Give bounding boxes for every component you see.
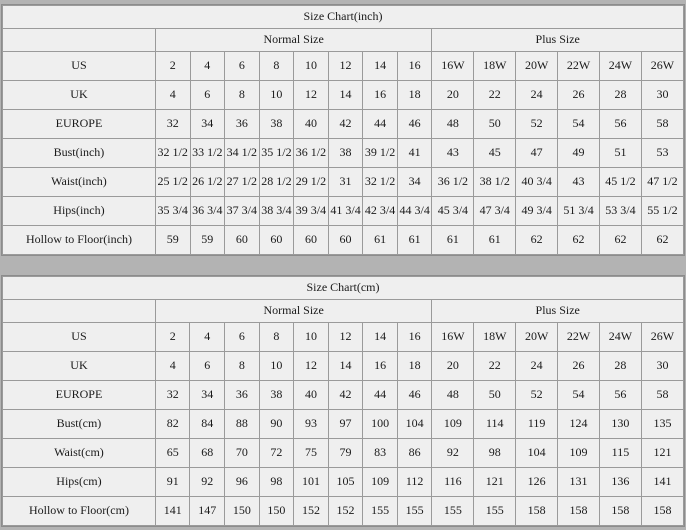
- cell: 34: [397, 168, 432, 197]
- cell: 41: [397, 139, 432, 168]
- cell: 36 1/2: [294, 139, 329, 168]
- cell: 22W: [558, 323, 600, 352]
- cell: 38 3/4: [259, 197, 294, 226]
- cell: 44 3/4: [397, 197, 432, 226]
- cell: 50: [474, 381, 516, 410]
- table-row-title: [3, 277, 684, 300]
- cell: 16: [397, 323, 432, 352]
- cell: 152: [294, 497, 329, 526]
- cell: 16: [363, 81, 398, 110]
- cell: 65: [155, 439, 190, 468]
- cell: 45 1/2: [600, 168, 642, 197]
- cell: 39 3/4: [294, 197, 329, 226]
- cell: 109: [432, 410, 474, 439]
- cell: 50: [474, 110, 516, 139]
- row-label: Bust(inch): [3, 139, 156, 168]
- cell: 105: [328, 468, 363, 497]
- cell: 51: [600, 139, 642, 168]
- cell: 6: [225, 323, 260, 352]
- cell: 109: [558, 439, 600, 468]
- cell: 16: [363, 352, 398, 381]
- cell: 20: [432, 81, 474, 110]
- cell: 4: [155, 81, 190, 110]
- cell: 32: [155, 110, 190, 139]
- cell: 97: [328, 410, 363, 439]
- cell: 33 1/2: [190, 139, 225, 168]
- cell: 36: [225, 110, 260, 139]
- cell: 49: [558, 139, 600, 168]
- cell: 24: [516, 352, 558, 381]
- cell: 62: [600, 226, 642, 255]
- cell: 34 1/2: [225, 139, 260, 168]
- group-header-plus-cm: Plus Size: [432, 300, 684, 323]
- cell: 2: [155, 323, 190, 352]
- size-chart-inch: [1, 4, 685, 256]
- cell: 32 1/2: [363, 168, 398, 197]
- group-header-plus-inch: Plus Size: [432, 29, 684, 52]
- cell: 22: [474, 352, 516, 381]
- cell: 10: [259, 352, 294, 381]
- cell: 25 1/2: [155, 168, 190, 197]
- cell: 30: [641, 81, 683, 110]
- cell: 24W: [599, 323, 641, 352]
- cell: 53 3/4: [600, 197, 642, 226]
- cell: 34: [190, 381, 225, 410]
- table-row: [3, 197, 684, 226]
- corner-cell: [3, 29, 156, 52]
- cell: 104: [397, 410, 432, 439]
- cell: 6: [225, 52, 260, 81]
- cell: 54: [558, 110, 600, 139]
- cell: 29 1/2: [294, 168, 329, 197]
- row-label: EUROPE: [3, 110, 156, 139]
- cell: 83: [363, 439, 398, 468]
- cell: 18: [397, 81, 432, 110]
- row-label: UK: [3, 352, 156, 381]
- cell: 4: [155, 352, 190, 381]
- cell: 40: [294, 110, 329, 139]
- row-label: US: [3, 323, 156, 352]
- row-label: Bust(cm): [3, 410, 156, 439]
- cell: 59: [155, 226, 190, 255]
- row-label: Hips(inch): [3, 197, 156, 226]
- cell: 136: [599, 468, 641, 497]
- cell: 8: [225, 352, 260, 381]
- table-row-groups: [3, 29, 684, 52]
- cell: 147: [190, 497, 225, 526]
- table-row: [3, 52, 684, 81]
- cell: 44: [363, 381, 398, 410]
- cell: 36: [225, 381, 260, 410]
- cell: 45: [474, 139, 516, 168]
- cell: 155: [474, 497, 516, 526]
- cell: 45 3/4: [432, 197, 474, 226]
- cell: 38: [259, 110, 294, 139]
- cell: 58: [641, 381, 683, 410]
- row-label: UK: [3, 81, 156, 110]
- cell: 8: [225, 81, 260, 110]
- corner-cell: [3, 300, 156, 323]
- cell: 109: [363, 468, 398, 497]
- cell: 38: [259, 381, 294, 410]
- table-row: [3, 168, 684, 197]
- cell: 16W: [432, 323, 474, 352]
- cell: 91: [155, 468, 190, 497]
- cell: 68: [190, 439, 225, 468]
- group-header-normal-inch: Normal Size: [155, 29, 432, 52]
- cell: 52: [516, 110, 558, 139]
- cell: 93: [294, 410, 329, 439]
- cell: 4: [190, 323, 225, 352]
- cell: 24: [516, 81, 558, 110]
- cell: 14: [328, 352, 363, 381]
- cell: 31: [328, 168, 363, 197]
- table-row: [3, 226, 684, 255]
- cell: 43: [432, 139, 474, 168]
- cell: 26W: [641, 323, 683, 352]
- size-chart-inch-table: [2, 5, 684, 255]
- cell: 92: [432, 439, 474, 468]
- cell: 60: [328, 226, 363, 255]
- cell: 104: [516, 439, 558, 468]
- chart-title-inch: Size Chart(inch): [3, 6, 684, 29]
- row-label: EUROPE: [3, 381, 156, 410]
- group-header-normal-cm: Normal Size: [155, 300, 432, 323]
- cell: 158: [599, 497, 641, 526]
- cell: 62: [558, 226, 600, 255]
- cell: 20W: [516, 52, 558, 81]
- cell: 155: [432, 497, 474, 526]
- cell: 12: [328, 323, 363, 352]
- table-row: [3, 381, 684, 410]
- cell: 20: [432, 352, 474, 381]
- cell: 60: [294, 226, 329, 255]
- cell: 6: [190, 81, 225, 110]
- cell: 34: [190, 110, 225, 139]
- cell: 96: [225, 468, 260, 497]
- cell: 32: [155, 381, 190, 410]
- cell: 114: [474, 410, 516, 439]
- cell: 75: [294, 439, 329, 468]
- cell: 155: [363, 497, 398, 526]
- cell: 18: [397, 352, 432, 381]
- cell: 60: [259, 226, 294, 255]
- cell: 152: [328, 497, 363, 526]
- cell: 10: [294, 52, 329, 81]
- table-row: [3, 352, 684, 381]
- size-chart-cm-table: [2, 276, 684, 526]
- cell: 61: [474, 226, 516, 255]
- cell: 52: [516, 381, 558, 410]
- cell: 39 1/2: [363, 139, 398, 168]
- row-label: Hollow to Floor(inch): [3, 226, 156, 255]
- cell: 47: [516, 139, 558, 168]
- cell: 20W: [516, 323, 558, 352]
- cell: 61: [432, 226, 474, 255]
- cell: 18W: [474, 52, 516, 81]
- cell: 46: [397, 110, 432, 139]
- cell: 84: [190, 410, 225, 439]
- table-row-groups: [3, 300, 684, 323]
- cell: 124: [558, 410, 600, 439]
- cell: 59: [190, 226, 225, 255]
- table-row: [3, 81, 684, 110]
- cell: 115: [599, 439, 641, 468]
- cell: 121: [474, 468, 516, 497]
- row-label: Hollow to Floor(cm): [3, 497, 156, 526]
- cell: 116: [432, 468, 474, 497]
- cell: 2: [155, 52, 190, 81]
- cell: 40: [294, 381, 329, 410]
- cell: 92: [190, 468, 225, 497]
- cell: 62: [516, 226, 558, 255]
- cell: 82: [155, 410, 190, 439]
- cell: 98: [474, 439, 516, 468]
- cell: 12: [328, 52, 363, 81]
- table-row: [3, 410, 684, 439]
- cell: 14: [363, 52, 398, 81]
- cell: 86: [397, 439, 432, 468]
- cell: 62: [641, 226, 683, 255]
- cell: 32 1/2: [155, 139, 190, 168]
- table-row: [3, 439, 684, 468]
- cell: 42: [328, 110, 363, 139]
- cell: 36 3/4: [190, 197, 225, 226]
- cell: 47 3/4: [474, 197, 516, 226]
- cell: 135: [641, 410, 683, 439]
- cell: 88: [225, 410, 260, 439]
- cell: 12: [294, 352, 329, 381]
- cell: 100: [363, 410, 398, 439]
- cell: 131: [558, 468, 600, 497]
- cell: 51 3/4: [558, 197, 600, 226]
- cell: 79: [328, 439, 363, 468]
- cell: 14: [363, 323, 398, 352]
- cell: 8: [259, 52, 294, 81]
- cell: 12: [294, 81, 329, 110]
- cell: 38 1/2: [474, 168, 516, 197]
- cell: 119: [516, 410, 558, 439]
- cell: 28: [599, 352, 641, 381]
- cell: 14: [328, 81, 363, 110]
- row-label: Hips(cm): [3, 468, 156, 497]
- table-row-title: [3, 6, 684, 29]
- cell: 44: [363, 110, 398, 139]
- cell: 26: [558, 352, 600, 381]
- cell: 155: [397, 497, 432, 526]
- cell: 16: [397, 52, 432, 81]
- cell: 38: [328, 139, 363, 168]
- cell: 54: [558, 381, 600, 410]
- cell: 56: [600, 110, 642, 139]
- cell: 90: [259, 410, 294, 439]
- cell: 8: [259, 323, 294, 352]
- cell: 37 3/4: [225, 197, 260, 226]
- cell: 10: [259, 81, 294, 110]
- cell: 61: [363, 226, 398, 255]
- cell: 28: [600, 81, 642, 110]
- cell: 43: [558, 168, 600, 197]
- cell: 26W: [641, 52, 683, 81]
- cell: 48: [432, 110, 474, 139]
- cell: 101: [294, 468, 329, 497]
- cell: 48: [432, 381, 474, 410]
- cell: 35 3/4: [155, 197, 190, 226]
- cell: 158: [558, 497, 600, 526]
- cell: 36 1/2: [432, 168, 474, 197]
- cell: 141: [641, 468, 683, 497]
- cell: 61: [397, 226, 432, 255]
- cell: 26 1/2: [190, 168, 225, 197]
- table-row: [3, 468, 684, 497]
- cell: 22: [474, 81, 516, 110]
- cell: 42 3/4: [363, 197, 398, 226]
- cell: 60: [225, 226, 260, 255]
- cell: 150: [225, 497, 260, 526]
- cell: 49 3/4: [516, 197, 558, 226]
- cell: 130: [599, 410, 641, 439]
- cell: 22W: [558, 52, 600, 81]
- cell: 28 1/2: [259, 168, 294, 197]
- cell: 27 1/2: [225, 168, 260, 197]
- row-label: Waist(cm): [3, 439, 156, 468]
- cell: 98: [259, 468, 294, 497]
- cell: 56: [599, 381, 641, 410]
- cell: 55 1/2: [641, 197, 683, 226]
- cell: 42: [328, 381, 363, 410]
- cell: 53: [641, 139, 683, 168]
- cell: 4: [190, 52, 225, 81]
- cell: 35 1/2: [259, 139, 294, 168]
- cell: 46: [397, 381, 432, 410]
- cell: 30: [641, 352, 683, 381]
- cell: 26: [558, 81, 600, 110]
- row-label: Waist(inch): [3, 168, 156, 197]
- cell: 141: [155, 497, 190, 526]
- cell: 24W: [600, 52, 642, 81]
- cell: 16W: [432, 52, 474, 81]
- table-row: [3, 110, 684, 139]
- cell: 10: [294, 323, 329, 352]
- cell: 158: [641, 497, 683, 526]
- cell: 112: [397, 468, 432, 497]
- cell: 41 3/4: [328, 197, 363, 226]
- cell: 72: [259, 439, 294, 468]
- cell: 150: [259, 497, 294, 526]
- cell: 58: [641, 110, 683, 139]
- cell: 126: [516, 468, 558, 497]
- cell: 121: [641, 439, 683, 468]
- cell: 40 3/4: [516, 168, 558, 197]
- cell: 158: [516, 497, 558, 526]
- table-row: [3, 139, 684, 168]
- cell: 70: [225, 439, 260, 468]
- table-row: [3, 497, 684, 526]
- chart-title-cm: Size Chart(cm): [3, 277, 684, 300]
- cell: 47 1/2: [641, 168, 683, 197]
- size-chart-cm: [1, 275, 685, 527]
- table-row: [3, 323, 684, 352]
- row-label: US: [3, 52, 156, 81]
- cell: 18W: [474, 323, 516, 352]
- cell: 6: [190, 352, 225, 381]
